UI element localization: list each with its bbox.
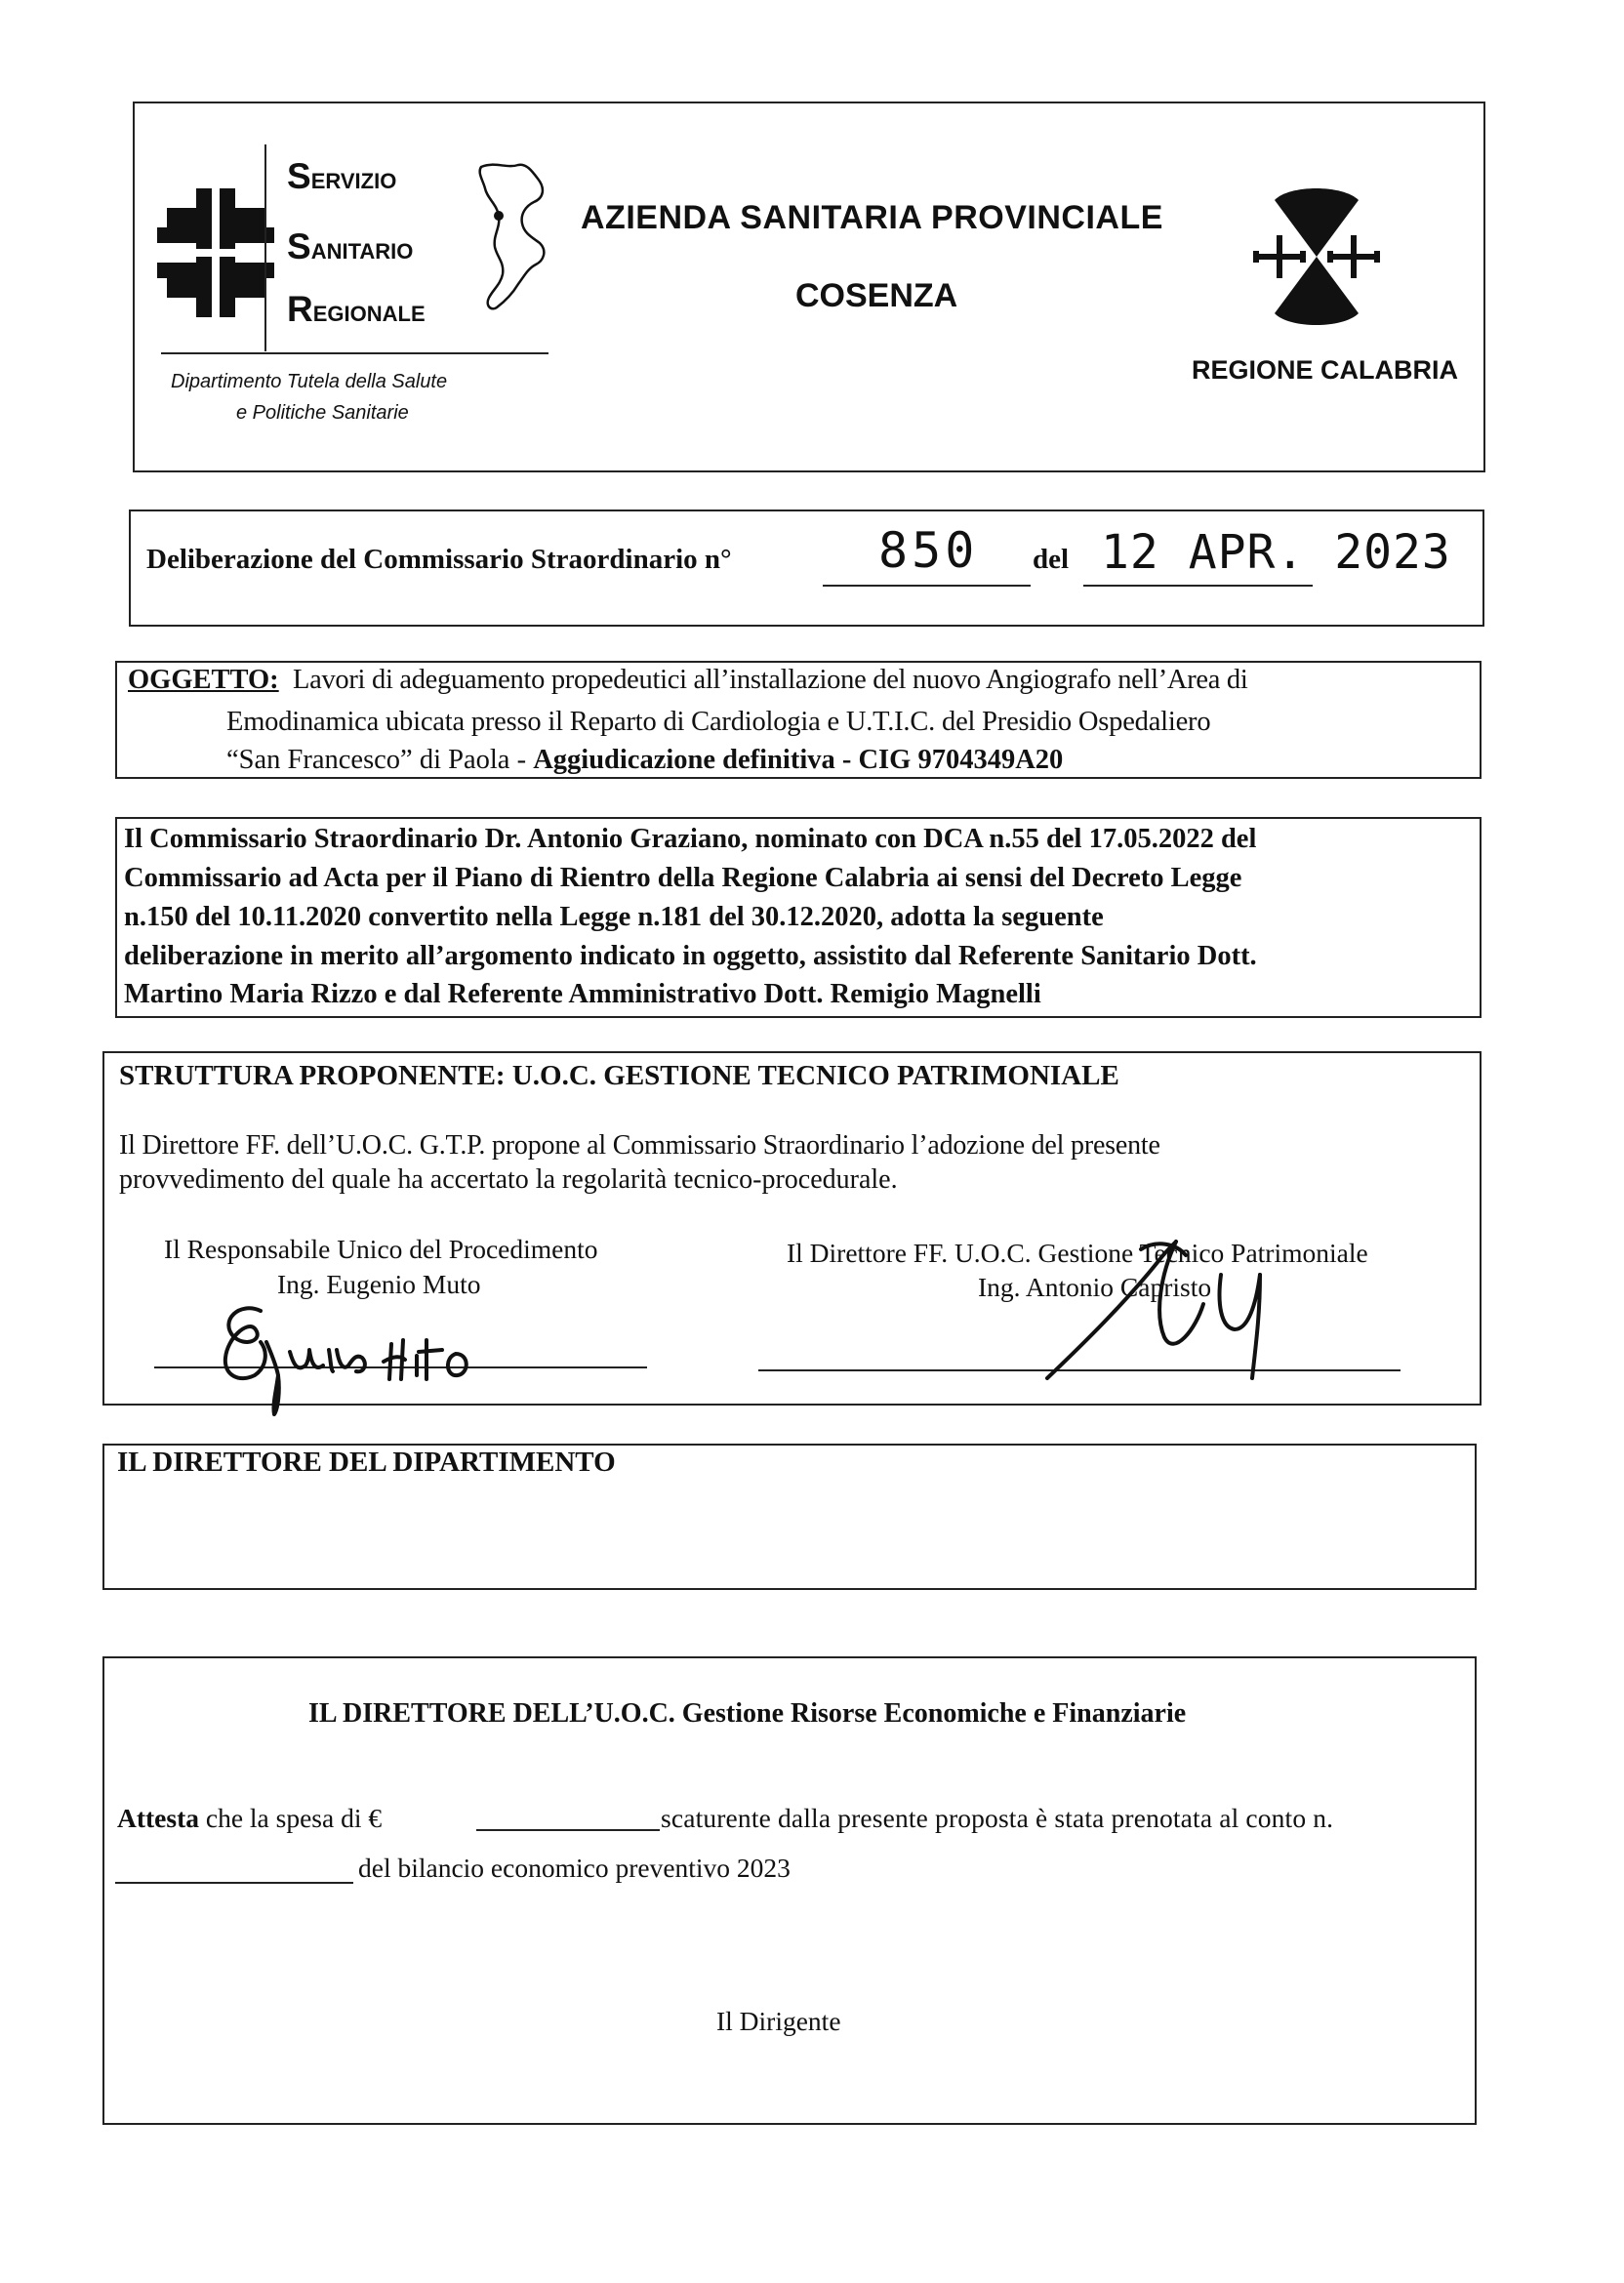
rup-role: Il Responsabile Unico del Procedimento: [164, 1234, 598, 1264]
date-underline: [1083, 585, 1313, 587]
ssr-cross-logo: [157, 188, 274, 317]
commissario-line-5: Martino Maria Rizzo e dal Referente Amministrativo Dott. Remigio Magnelli: [124, 979, 1041, 1009]
agency-city: COSENZA: [795, 277, 958, 314]
director-name: Ing. Antonio Capristo: [978, 1272, 1212, 1302]
bilancio-line: del bilancio economico preventivo 2023: [358, 1853, 791, 1883]
rup-name: Ing. Eugenio Muto: [277, 1269, 481, 1299]
director-signature: [1039, 1236, 1313, 1382]
oggetto-label: OGGETTO:: [128, 665, 279, 695]
rup-signature: [200, 1282, 512, 1418]
attesta-line: Attesta che la spesa di €: [117, 1803, 383, 1833]
struttura-line-2: provvedimento del quale ha accertato la regolarità tecnico-procedurale.: [119, 1164, 898, 1195]
header-divider-horizontal: [161, 352, 548, 354]
deliberation-date: 12 APR. 2023: [1101, 525, 1451, 580]
department-line-1: Dipartimento Tutela della Salute: [171, 371, 448, 392]
commissario-line-2: Commissario ad Acta per il Piano di Rientro della Regione Calabria ai sensi del Decreto Legge: [124, 863, 1242, 893]
calabria-map-icon: [475, 159, 551, 315]
oggetto-line-1: Lavori di adeguamento propedeutici all’installazione del nuovo Angiografo nell’Area di: [293, 665, 1248, 695]
commissario-line-3: n.150 del 10.11.2020 convertito nella Legge n.181 del 30.12.2020, adotta la seguente: [124, 902, 1104, 932]
region-label: REGIONE CALABRIA: [1192, 355, 1459, 385]
dipartimento-title: IL DIRETTORE DEL DIPARTIMENTO: [117, 1447, 616, 1478]
agency-title: AZIENDA SANITARIA PROVINCIALE: [581, 199, 1163, 236]
account-blank: [115, 1882, 353, 1884]
amount-blank: [476, 1829, 660, 1831]
commissario-line-4: deliberazione in merito all’argomento indicato in oggetto, assistito dal Referente Sanitario Dott.: [124, 941, 1257, 971]
dirigente-label: Il Dirigente: [716, 2006, 841, 2036]
director-role: Il Direttore FF. U.O.C. Gestione Tecnico Patrimoniale: [787, 1238, 1368, 1268]
commissario-line-1: Il Commissario Straordinario Dr. Antonio Graziano, nominato con DCA n.55 del 17.05.2022 del: [124, 824, 1257, 854]
department-line-2: e Politiche Sanitarie: [236, 402, 409, 424]
deliberation-del-label: del: [1033, 544, 1070, 575]
servizio-line: SERVIZIO: [287, 156, 397, 196]
risorse-title: IL DIRETTORE DELL’U.O.C. Gestione Risorse Economiche e Finanziarie: [308, 1698, 1187, 1729]
deliberation-label: Deliberazione del Commissario Straordinario n°: [146, 544, 732, 575]
struttura-title: STRUTTURA PROPONENTE: U.O.C. GESTIONE TECNICO PATRIMONIALE: [119, 1060, 1119, 1091]
oggetto-line-3: “San Francesco” di Paola - Aggiudicazione definitiva - CIG 9704349A20: [226, 745, 1064, 775]
attesta-line-rest: scaturente dalla presente proposta è stata prenotata al conto n.: [661, 1803, 1334, 1833]
regionale-line: REGIONALE: [287, 289, 426, 329]
number-underline: [823, 585, 1031, 587]
struttura-line-1: Il Direttore FF. dell’U.O.C. G.T.P. propone al Commissario Straordinario l’adozione del presente: [119, 1130, 1160, 1161]
sanitario-line: SANITARIO: [287, 226, 414, 266]
header-divider-vertical: [264, 144, 266, 351]
deliberation-number: 850: [878, 522, 979, 579]
oggetto-line-2: Emodinamica ubicata presso il Reparto di Cardiologia e U.T.I.C. del Presidio Ospedaliero: [226, 707, 1211, 737]
regione-calabria-emblem: [1245, 181, 1388, 333]
